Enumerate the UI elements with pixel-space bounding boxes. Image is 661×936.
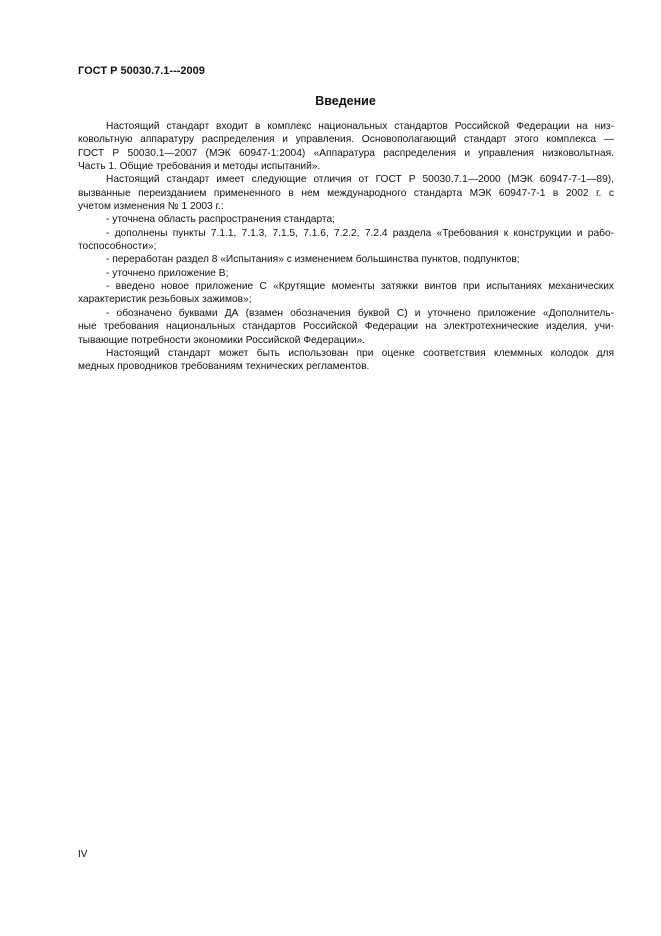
list-item: - уточнена область распространения стандарта; xyxy=(106,214,335,226)
text-line: вызванные переизданием примененного в нем международного стандарта МЭК 60947-7-1 в 2002 г. с xyxy=(78,187,614,199)
document-header: ГОСТ Р 50030.7.1---2009 xyxy=(78,65,205,77)
list-item: - дополнены пункты 7.1.1, 7.1.3, 7.1.5, 7.1.6, 7.2.2, 7.2.4 раздела «Требования к конструкции и рабо- xyxy=(106,227,614,239)
document-body xyxy=(78,120,614,374)
page-number: IV xyxy=(78,849,88,860)
list-item: - обозначено буквами ДА (взамен обозначения буквой С) и уточнено приложение «Дополнитель- xyxy=(106,307,614,319)
text-line: Настоящий стандарт может быть использован при оценке соответствия клеммных колодок для xyxy=(106,347,614,359)
text-line: медных проводников требованиям технических регламентов. xyxy=(78,361,370,373)
text-line: Часть 1. Общие требования и методы испытаний». xyxy=(78,161,321,173)
text-line: ные требования национальных стандартов Российской Федерации на электротехнические изделия, учи- xyxy=(78,321,614,333)
text-line: Настоящий стандарт входит в комплекс национальных стандартов Российской Федерации на низ- xyxy=(106,121,614,132)
list-item: - введено новое приложение С «Крутящие моменты затяжки винтов при испытаниях механических xyxy=(106,281,614,293)
text-line: тывающие потребности экономики Российской Федерации». xyxy=(78,334,366,346)
list-item: - переработан раздел 8 «Испытания» с изменением большинства пунктов, подпунктов; xyxy=(106,254,520,266)
section-title: Введение xyxy=(315,94,376,108)
text-line: Настоящий стандарт имеет следующие отличия от ГОСТ Р 50030.7.1—2000 (МЭК 60947-7-1—89), xyxy=(106,174,614,186)
text-line: тоспособности»; xyxy=(78,241,157,253)
text-line: учетом изменения № 1 2003 г.: xyxy=(78,201,224,213)
text-line: характеристик резьбовых зажимов»; xyxy=(78,294,252,306)
text-line: ковольтную аппаратуру распределения и управления. Основополагающий стандарт этого комплекса — xyxy=(78,134,614,146)
list-item: - уточнено приложение В; xyxy=(106,267,229,279)
text-line: ГОСТ Р 50030.1—2007 (МЭК 60947-1:2004) «Аппаратура распределения и управления низковольтная. xyxy=(78,147,614,159)
